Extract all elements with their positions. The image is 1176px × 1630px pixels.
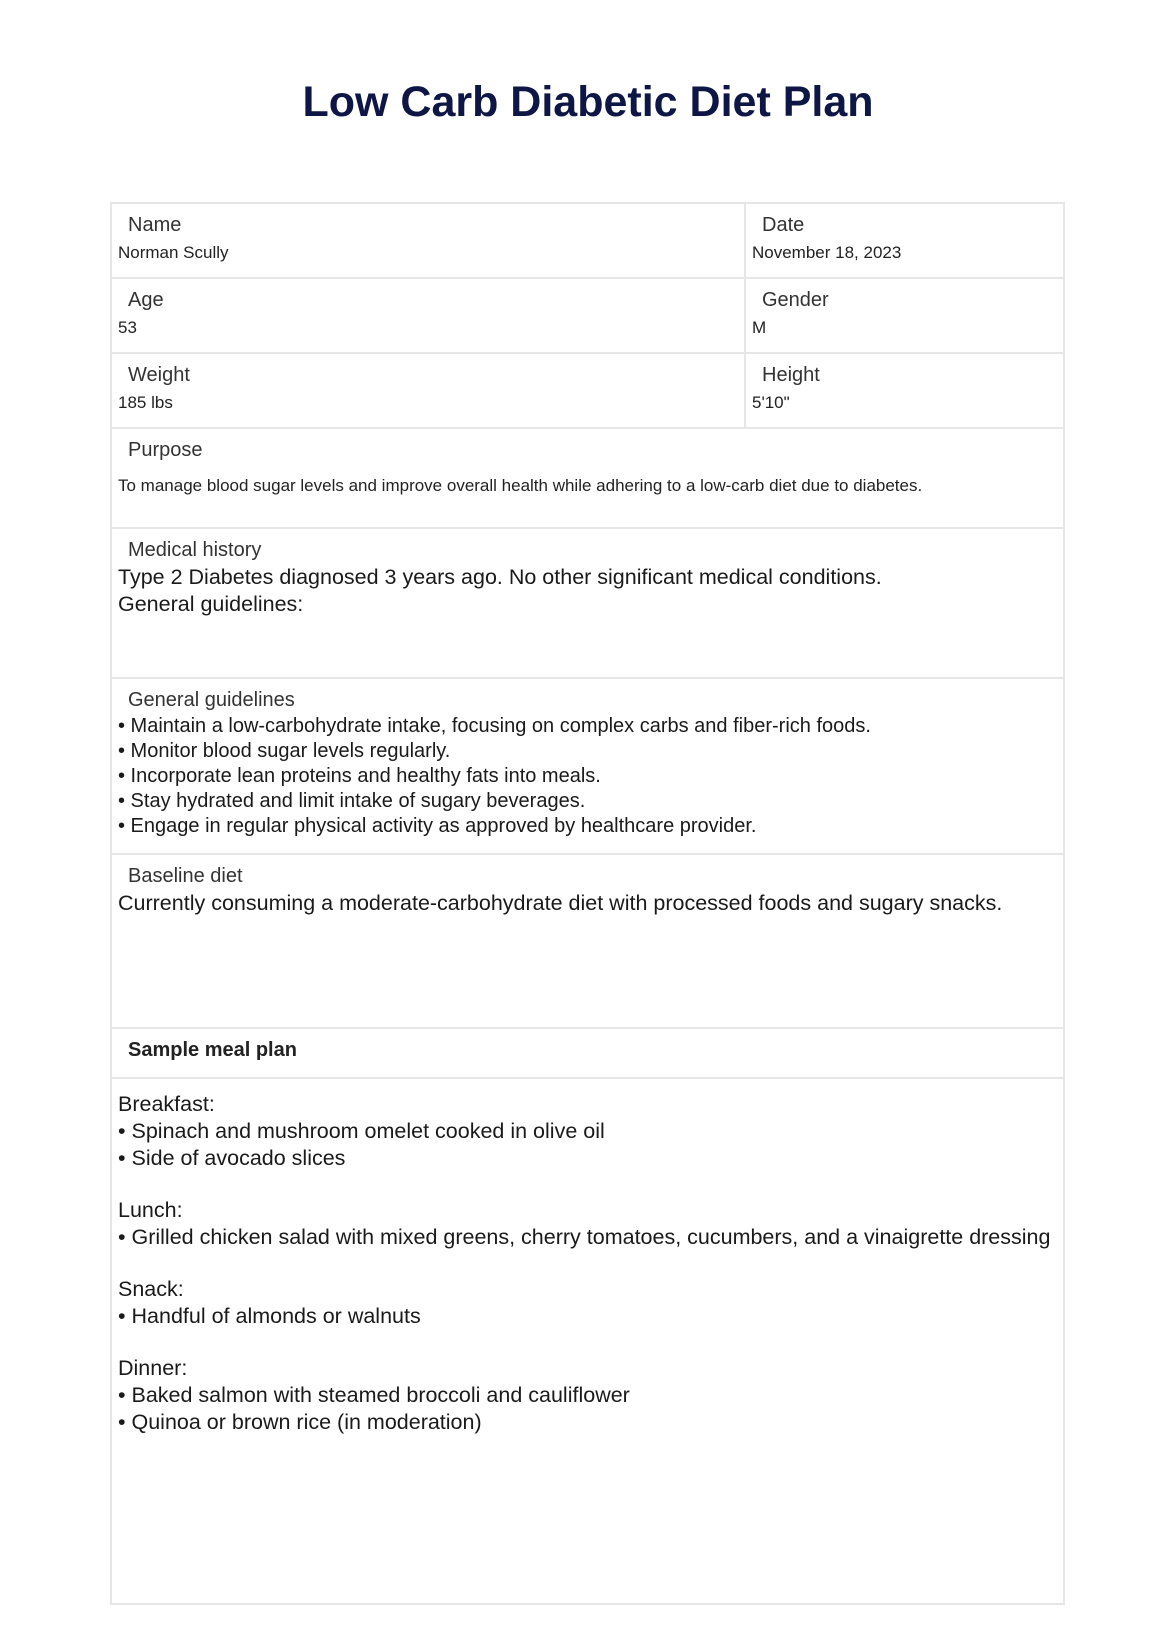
meal-lunch-label: Lunch: <box>118 1198 183 1222</box>
height-value: 5'10" <box>752 393 790 412</box>
row-weight-height <box>112 354 1063 429</box>
general-guidelines-label: General guidelines <box>128 689 295 711</box>
meal-item: • Baked salmon with steamed broccoli and cauliflower <box>118 1383 630 1407</box>
gender-cell <box>746 279 1063 352</box>
meal-breakfast-label: Breakfast: <box>118 1092 215 1116</box>
purpose-label: Purpose <box>128 439 203 461</box>
baseline-diet-value: Currently consuming a moderate-carbohydrate diet with processed foods and sugary snacks. <box>118 891 1003 915</box>
meal-item: • Grilled chicken salad with mixed greens, cherry tomatoes, cucumbers, and a vinaigrette dressing <box>118 1225 1051 1249</box>
guideline-item: • Incorporate lean proteins and healthy fats into meals. <box>118 765 601 787</box>
meal-item: • Handful of almonds or walnuts <box>118 1304 421 1328</box>
age-label: Age <box>128 289 164 311</box>
name-cell <box>112 204 746 277</box>
meal-plan-label: Sample meal plan <box>128 1039 297 1061</box>
row-purpose <box>112 429 1063 529</box>
height-label: Height <box>762 364 820 386</box>
date-label: Date <box>762 214 805 236</box>
page-title: Low Carb Diabetic Diet Plan <box>302 78 874 126</box>
date-cell <box>746 204 1063 277</box>
diet-plan-form <box>110 202 1065 1605</box>
weight-value: 185 lbs <box>118 393 173 412</box>
row-name-date <box>112 204 1063 279</box>
purpose-value: To manage blood sugar levels and improve overall health while adhering to a low-carb diet due to diabetes. <box>118 476 923 495</box>
weight-label: Weight <box>128 364 190 386</box>
date-value: November 18, 2023 <box>752 243 902 262</box>
age-value: 53 <box>118 318 137 337</box>
baseline-diet-label: Baseline diet <box>128 865 243 887</box>
meal-item: • Side of avocado slices <box>118 1146 346 1170</box>
height-cell <box>746 354 1063 427</box>
row-baseline-diet <box>112 855 1063 1029</box>
medical-history-line: General guidelines: <box>118 592 304 616</box>
row-meal-plan <box>112 1079 1063 1603</box>
row-medical-history <box>112 529 1063 679</box>
guideline-item: • Engage in regular physical activity as approved by healthcare provider. <box>118 815 757 837</box>
row-meal-plan-header <box>112 1029 1063 1079</box>
name-value: Norman Scully <box>118 243 229 262</box>
weight-cell <box>112 354 746 427</box>
medical-history-label: Medical history <box>128 539 262 561</box>
meal-snack-label: Snack: <box>118 1277 184 1301</box>
guideline-item: • Maintain a low-carbohydrate intake, focusing on complex carbs and fiber-rich foods. <box>118 715 871 737</box>
row-general-guidelines <box>112 679 1063 855</box>
meal-item: • Quinoa or brown rice (in moderation) <box>118 1410 482 1434</box>
meal-item: • Spinach and mushroom omelet cooked in olive oil <box>118 1119 605 1143</box>
name-label: Name <box>128 214 182 236</box>
row-age-gender <box>112 279 1063 354</box>
guideline-item: • Monitor blood sugar levels regularly. <box>118 740 451 762</box>
medical-history-line: Type 2 Diabetes diagnosed 3 years ago. No other significant medical conditions. <box>118 565 882 589</box>
gender-value: M <box>752 318 767 337</box>
meal-dinner-label: Dinner: <box>118 1356 188 1380</box>
age-cell <box>112 279 746 352</box>
gender-label: Gender <box>762 289 829 311</box>
guideline-item: • Stay hydrated and limit intake of sugary beverages. <box>118 790 586 812</box>
